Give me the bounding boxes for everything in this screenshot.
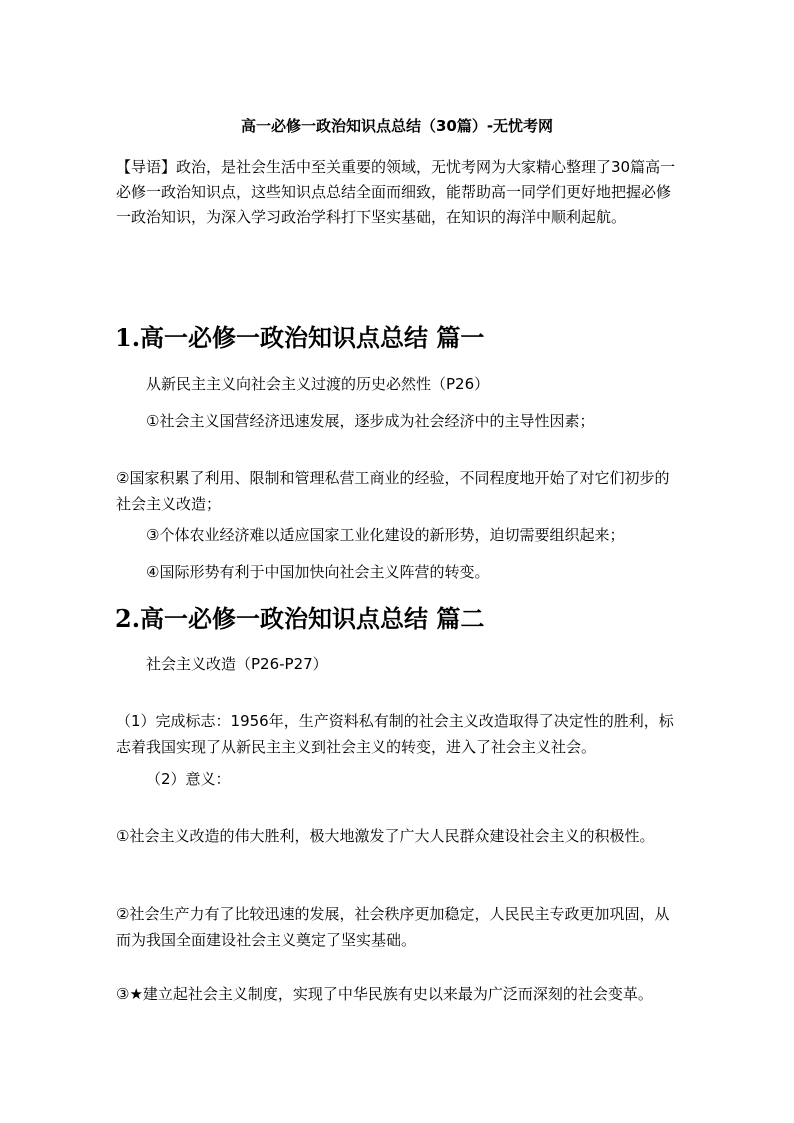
section-1-paragraph-3: ②国家积累了利用、限制和管理私营工商业的经验，不同程度地开始了对它们初步的社会主义改造； xyxy=(116,469,670,513)
section-2-paragraph-3: （2）意义： xyxy=(146,770,231,788)
section-1-paragraph-2: ①社会主义国营经济迅速发展，逐步成为社会经济中的主导性因素； xyxy=(146,412,595,430)
section-2-paragraph-5: ②社会生产力有了比较迅速的发展，社会秩序更加稳定，人民民主专政更加巩固，从而为我国全面建设社会主义奠定了坚实基础。 xyxy=(116,905,670,949)
section-1-paragraph-1: 从新民主主义向社会主义过渡的历史必然性（P26） xyxy=(146,375,490,393)
intro-paragraph: 【导语】政治，是社会生活中至关重要的领域，无忧考网为大家精心整理了30篇高一必修一政治知识点，这些知识点总结全面而细致，能帮助高一同学们更好地把握必修一政治知识，为深入学习政治学科打下坚实基础，在知识的海洋中顺利起航。 xyxy=(116,158,676,226)
document-title: 高一必修一政治知识点总结（30篇）-无忧考网 xyxy=(240,117,554,135)
section-2-paragraph-1: 社会主义改造（P26-P27） xyxy=(146,655,328,673)
section-heading-1: 1.高一必修一政治知识点总结 篇一 xyxy=(115,323,485,352)
section-1-paragraph-4: ③个体农业经济难以适应国家工业化建设的新形势，迫切需要组织起来； xyxy=(146,526,625,544)
section-1-paragraph-5: ④国际形势有利于中国加快向社会主义阵营的转变。 xyxy=(146,563,490,581)
section-2-paragraph-4: ①社会主义改造的伟大胜利，极大地激发了广大人民群众建设社会主义的积极性。 xyxy=(116,827,655,845)
section-heading-2: 2.高一必修一政治知识点总结 篇二 xyxy=(115,604,485,633)
section-2-paragraph-2: （1）完成标志：1956年，生产资料私有制的社会主义改造取得了决定性的胜利，标志着我国实现了从新民主主义到社会主义的转变，进入了社会主义社会。 xyxy=(116,712,674,756)
section-2-paragraph-6: ③★建立起社会主义制度，实现了中华民族有史以来最为广泛而深刻的社会变革。 xyxy=(116,985,653,1003)
